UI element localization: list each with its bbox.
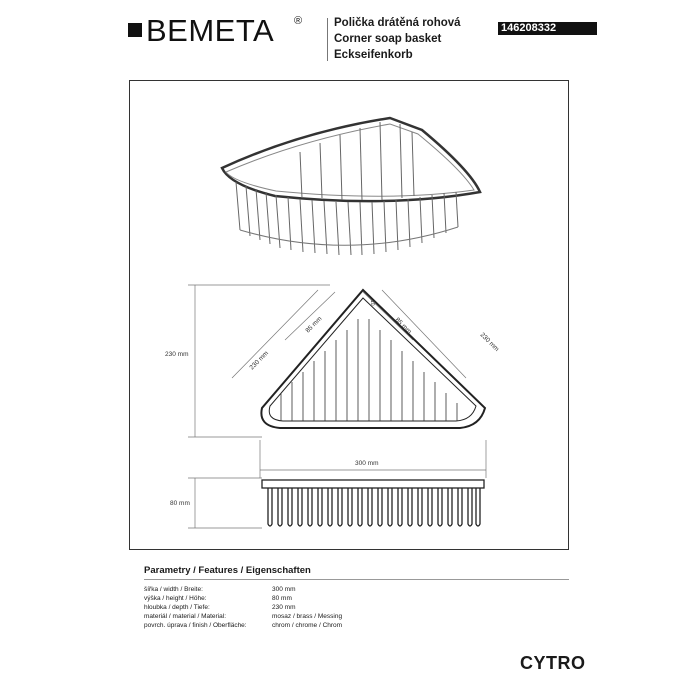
param-value-height: 80 mm: [272, 595, 292, 602]
title-en: Corner soap basket: [334, 33, 442, 45]
param-value-depth: 230 mm: [272, 604, 296, 611]
parameters-heading: Parametry / Features / Eigenschaften: [144, 565, 311, 576]
dim-height-total: 230 mm: [165, 351, 189, 358]
param-label-width: šířka / width / Breite:: [144, 586, 203, 593]
dim-offset-right: 85 mm: [393, 316, 413, 336]
param-label-finish: povrch. úprava / finish / Oberfläche:: [144, 622, 247, 629]
param-label-height: výška / height / Höhe:: [144, 595, 207, 602]
title-de: Eckseifenkorb: [334, 49, 413, 61]
registered-mark: ®: [294, 15, 303, 27]
param-value-finish: chrom / chrome / Chrom: [272, 622, 343, 629]
dim-width: 300 mm: [355, 460, 379, 467]
basket-top-view: [261, 290, 485, 428]
dim-offset-left: 85 mm: [304, 315, 324, 335]
title-cz: Polička drátěná rohová: [334, 17, 461, 29]
height-dimension: [188, 478, 262, 528]
param-value-width: 300 mm: [272, 586, 296, 593]
series-name: CYTRO: [520, 653, 586, 673]
basket-product-image: [222, 118, 480, 255]
dim-side-right: 230 mm: [478, 331, 501, 354]
dim-height: 80 mm: [170, 500, 190, 507]
parameters-divider: [144, 579, 569, 580]
width-dimension: [260, 440, 486, 478]
param-label-depth: hloubka / depth / Tiefe:: [144, 604, 210, 611]
brand-logo: BEMETA: [146, 13, 275, 48]
basket-front-view: [262, 480, 484, 526]
dim-small-label: 10: [369, 300, 375, 306]
param-value-material: mosaz / brass / Messing: [272, 613, 343, 620]
product-code: 146208332: [498, 22, 597, 35]
param-label-material: materiál / material / Material:: [144, 613, 226, 620]
dim-side-left: 230 mm: [248, 349, 271, 372]
